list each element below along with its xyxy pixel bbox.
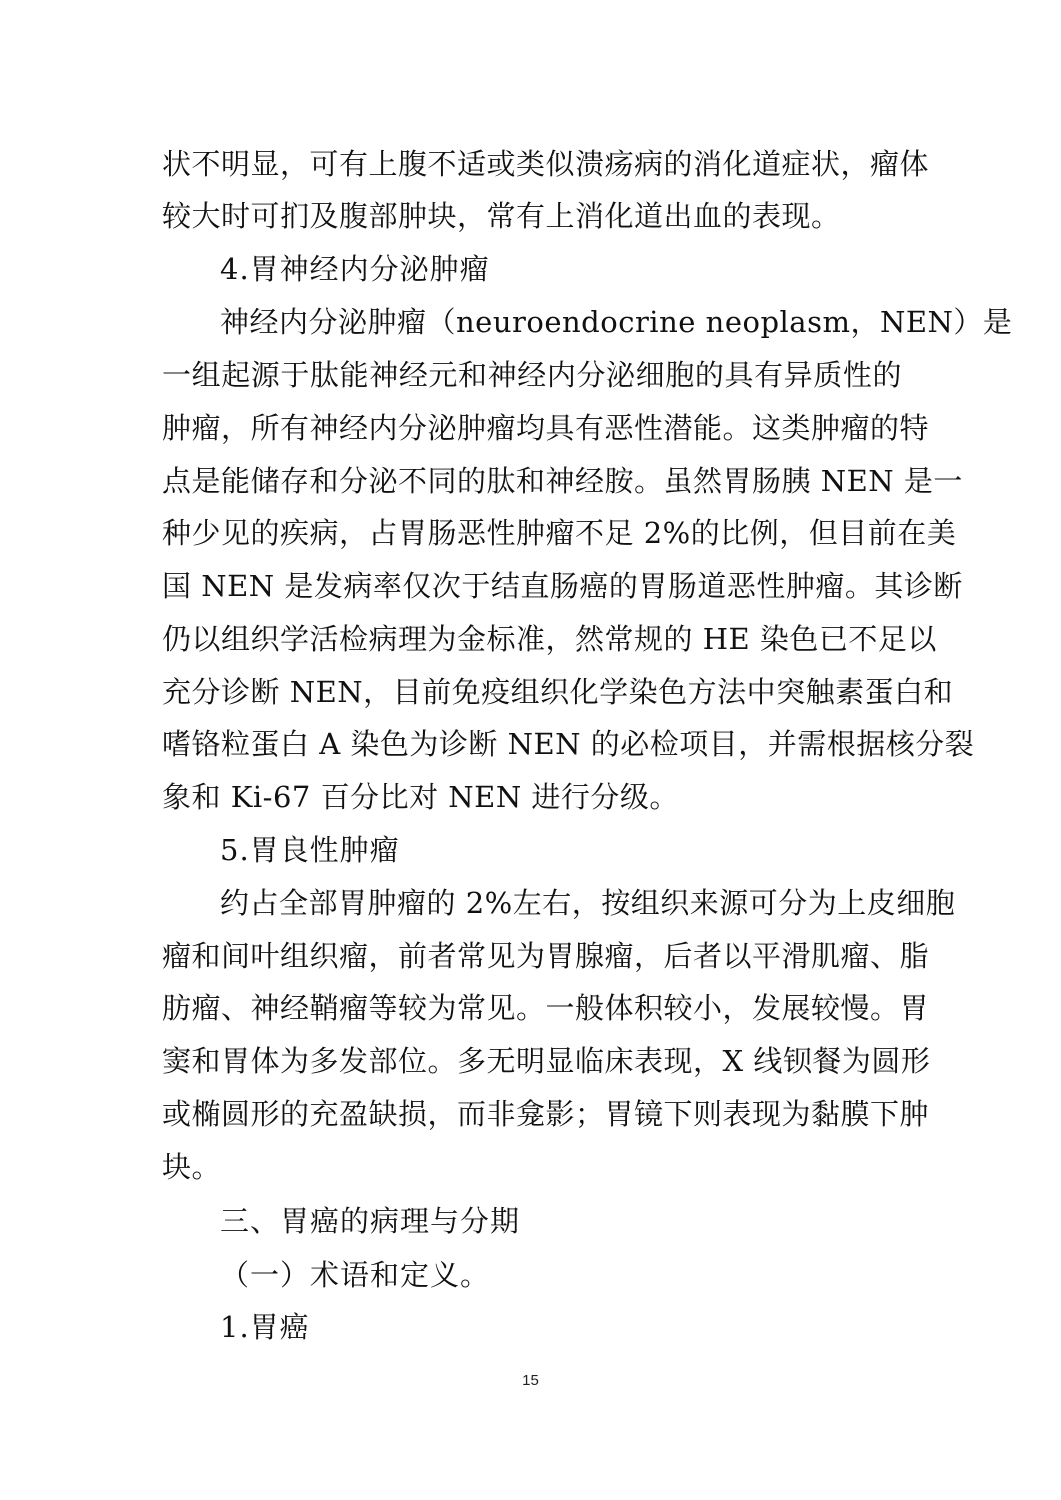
- paragraph-line: 瘤和间叶组织瘤，前者常见为胃腺瘤，后者以平滑肌瘤、脂: [162, 939, 930, 973]
- paragraph-line: 神经内分泌肿瘤（neuroendocrine neoplasm，NEN）是: [220, 305, 1013, 339]
- paragraph-line: 点是能储存和分泌不同的肽和神经胺。虽然胃肠胰 NEN 是一: [162, 464, 963, 498]
- paragraph-line: 窦和胃体为多发部位。多无明显临床表现，X 线钡餐为圆形: [162, 1044, 931, 1078]
- paragraph-line: 块。: [162, 1150, 222, 1184]
- paragraph-line: 种少见的疾病，占胃肠恶性肿瘤不足 2%的比例，但目前在美: [162, 516, 957, 550]
- subsection-heading-5: 5.胃良性肿瘤: [220, 833, 400, 867]
- paragraph-line: 嗜铬粒蛋白 A 染色为诊断 NEN 的必检项目，并需根据核分裂: [162, 727, 975, 761]
- paragraph-line: 充分诊断 NEN，目前免疫组织化学染色方法中突触素蛋白和: [162, 675, 954, 709]
- paragraph-line: 较大时可扪及腹部肿块，常有上消化道出血的表现。: [162, 199, 841, 233]
- item-heading-1: 1.胃癌: [220, 1310, 310, 1344]
- paragraph-line: 状不明显，可有上腹不适或类似溃疡病的消化道症状，瘤体: [162, 147, 930, 181]
- paragraph-line: 仍以组织学活检病理为金标准，然常规的 HE 染色已不足以: [162, 622, 937, 656]
- paragraph-line: 或椭圆形的充盈缺损，而非龛影；胃镜下则表现为黏膜下肿: [162, 1097, 930, 1131]
- subsection-heading-1: （一）术语和定义。: [220, 1258, 491, 1292]
- paragraph-line: 象和 Ki-67 百分比对 NEN 进行分级。: [162, 780, 679, 814]
- paragraph-line: 一组起源于肽能神经元和神经内分泌细胞的具有异质性的: [162, 358, 902, 392]
- paragraph-line: 肪瘤、神经鞘瘤等较为常见。一般体积较小，发展较慢。胃: [162, 991, 930, 1025]
- paragraph-line: 国 NEN 是发病率仅次于结直肠癌的胃肠道恶性肿瘤。其诊断: [162, 569, 963, 603]
- section-heading-3: 三、胃癌的病理与分期: [220, 1204, 521, 1238]
- page-number: 15: [522, 1372, 539, 1389]
- paragraph-line: 约占全部胃肿瘤的 2%左右，按组织来源可分为上皮细胞: [220, 886, 956, 920]
- paragraph-line: 肿瘤，所有神经内分泌肿瘤均具有恶性潜能。这类肿瘤的特: [162, 411, 930, 445]
- subsection-heading-4: 4.胃神经内分泌肿瘤: [220, 252, 490, 286]
